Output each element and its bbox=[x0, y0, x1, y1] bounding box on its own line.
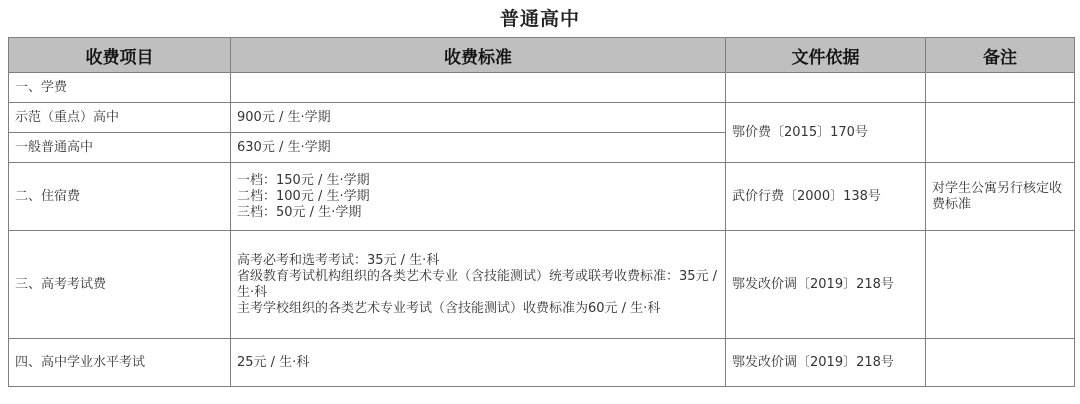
header-fee-standard: 收费标准 bbox=[231, 38, 726, 73]
table-header-row bbox=[9, 38, 1075, 73]
table-row bbox=[9, 231, 1075, 339]
fee-item-cell: 三、高考考试费 bbox=[9, 231, 231, 339]
fee-item-cell: 二、住宿费 bbox=[9, 163, 231, 231]
fee-standard-cell: 900元 / 生·学期 bbox=[231, 103, 726, 133]
header-remarks: 备注 bbox=[926, 38, 1075, 73]
remarks-cell bbox=[926, 73, 1075, 103]
fee-standard-cell: 630元 / 生·学期 bbox=[231, 133, 726, 163]
table-row bbox=[9, 339, 1075, 387]
fee-item-cell: 示范（重点）高中 bbox=[9, 103, 231, 133]
fee-item-cell: 一般普通高中 bbox=[9, 133, 231, 163]
fee-table bbox=[8, 37, 1075, 387]
document-basis-cell: 鄂价费〔2015〕170号 bbox=[726, 103, 926, 163]
remarks-cell bbox=[926, 339, 1075, 387]
document-basis-cell: 武价行费〔2000〕138号 bbox=[726, 163, 926, 231]
exam-fee-standard-text: 高考必考和选考考试：35元 / 生·科 省级教育考试机构组织的各类艺术专业（含技能测试）统考或联考收费标准：35元 / 生·科 主考学校组织的各类艺术专业考试（含技能测试）收费标准为60元 / 生·科 bbox=[237, 252, 718, 316]
remarks-cell bbox=[926, 103, 1075, 163]
remarks-cell bbox=[926, 231, 1075, 339]
table-row bbox=[9, 163, 1075, 231]
page-title: 普通高中 bbox=[499, 8, 580, 30]
table-row bbox=[9, 103, 1075, 133]
header-document-basis: 文件依据 bbox=[726, 38, 926, 73]
fee-standard-cell bbox=[231, 73, 726, 103]
header-fee-item: 收费项目 bbox=[9, 38, 231, 73]
fee-standard-cell: 25元 / 生·科 bbox=[231, 339, 726, 387]
fee-standard-cell bbox=[231, 231, 726, 339]
document-basis-cell: 鄂发改价调〔2019〕218号 bbox=[726, 339, 926, 387]
remarks-cell: 对学生公寓另行核定收费标准 bbox=[926, 163, 1075, 231]
table-row bbox=[9, 73, 1075, 103]
fee-item-cell: 一、学费 bbox=[9, 73, 231, 103]
document-basis-cell bbox=[726, 73, 926, 103]
fee-item-cell: 四、高中学业水平考试 bbox=[9, 339, 231, 387]
fee-standard-cell: 一档：150元 / 生·学期 二档：100元 / 生·学期 三档：50元 / 生·学期 bbox=[231, 163, 726, 231]
document-basis-cell: 鄂发改价调〔2019〕218号 bbox=[726, 231, 926, 339]
